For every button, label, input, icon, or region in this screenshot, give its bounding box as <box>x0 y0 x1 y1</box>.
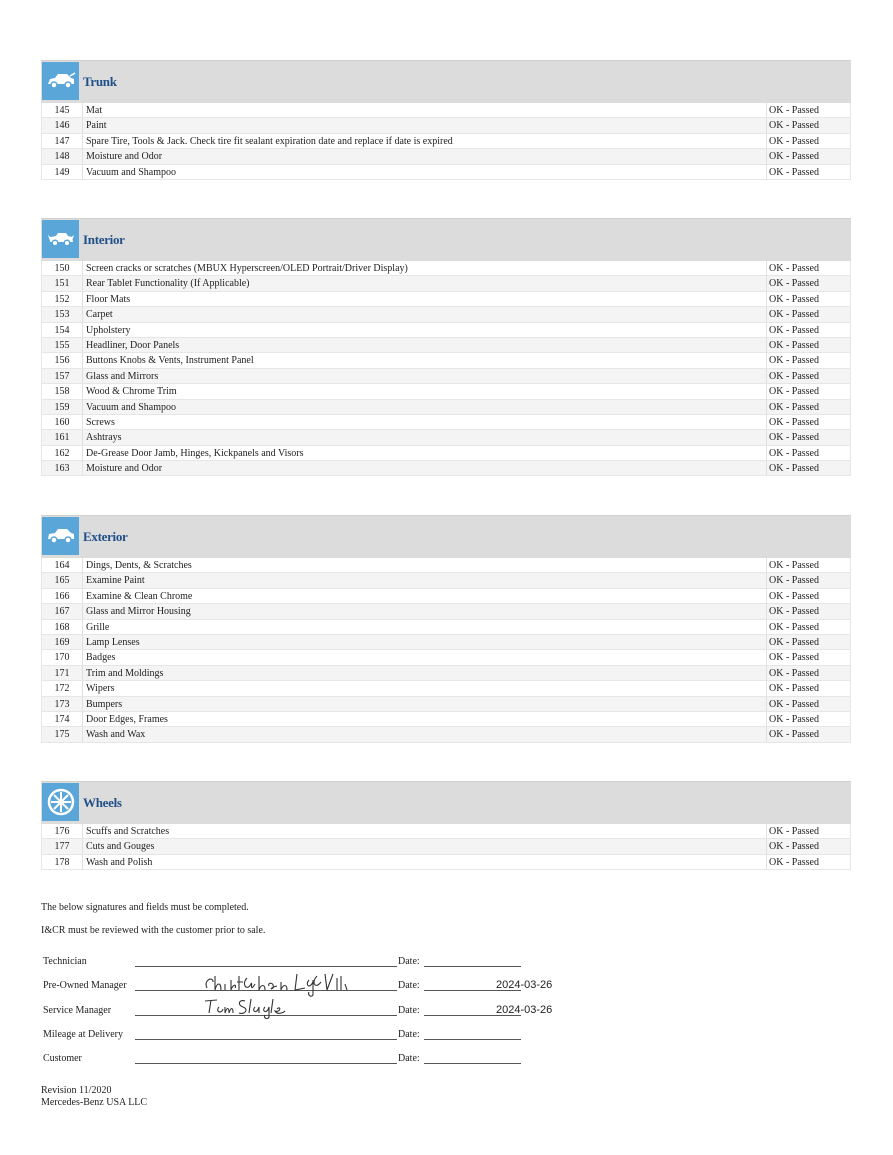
item-status: OK - Passed <box>766 118 850 132</box>
item-status: OK - Passed <box>766 681 850 695</box>
item-description: Screws <box>86 416 115 428</box>
section-header <box>41 515 851 558</box>
item-description: Screen cracks or scratches (MBUX Hyperscreen/OLED Portrait/Driver Display) <box>86 263 408 274</box>
item-description: Moisture and Odor <box>86 151 163 163</box>
item-description: Glass and Mirror Housing <box>86 606 191 618</box>
table-row <box>42 666 850 681</box>
item-number: 169 <box>42 635 83 649</box>
footer <box>41 1085 147 1109</box>
item-number: 150 <box>42 261 83 275</box>
item-status: OK - Passed <box>766 650 850 664</box>
item-status: OK - Passed <box>766 727 850 741</box>
signature-label: Service Manager <box>43 1005 112 1016</box>
item-description: Grille <box>86 621 110 633</box>
item-status: OK - Passed <box>766 369 850 383</box>
item-status: OK - Passed <box>766 824 850 838</box>
table-row <box>42 650 850 665</box>
section-title: Exterior <box>83 529 128 544</box>
table-row <box>42 558 850 573</box>
date-value: 2024-03-26 <box>496 1004 553 1016</box>
item-number: 162 <box>42 446 83 460</box>
table-row <box>42 369 850 384</box>
table-row <box>42 400 850 415</box>
item-status: OK - Passed <box>766 165 850 179</box>
item-status: OK - Passed <box>766 400 850 414</box>
table-row <box>42 727 850 742</box>
item-number: 168 <box>42 620 83 634</box>
section-exterior <box>41 515 851 743</box>
table-row <box>42 635 850 650</box>
item-number: 177 <box>42 839 83 853</box>
signature-label: Mileage at Delivery <box>43 1029 123 1040</box>
item-status: OK - Passed <box>766 149 850 163</box>
table-row <box>42 824 850 839</box>
item-status: OK - Passed <box>766 261 850 275</box>
item-description: Badges <box>86 652 116 664</box>
table-row <box>42 446 850 461</box>
note-signatures-required: The below signatures and fields must be completed. <box>41 902 249 913</box>
item-number: 151 <box>42 276 83 290</box>
table-row <box>42 103 850 118</box>
car-trunk-icon <box>42 62 79 100</box>
item-description: Spare Tire, Tools & Jack. Check tire fit sealant expiration date and replace if date is expired <box>86 135 453 147</box>
item-number: 157 <box>42 369 83 383</box>
item-number: 159 <box>42 400 83 414</box>
item-description: Door Edges, Frames <box>86 713 168 725</box>
item-description: Buttons Knobs & Vents, Instrument Panel <box>86 355 254 367</box>
section-trunk <box>41 60 851 180</box>
item-description: Wash and Wax <box>86 729 146 741</box>
item-status: OK - Passed <box>766 446 850 460</box>
item-description: Floor Mats <box>86 293 131 305</box>
revision-text: Revision 11/2020 <box>41 1085 112 1096</box>
car-doors-open-icon <box>42 220 79 258</box>
item-number: 158 <box>42 384 83 398</box>
item-status: OK - Passed <box>766 697 850 711</box>
signature-label: Customer <box>43 1053 82 1064</box>
date-label: Date: <box>398 1029 420 1040</box>
item-number: 145 <box>42 103 83 117</box>
item-status: OK - Passed <box>766 620 850 634</box>
item-number: 149 <box>42 165 83 179</box>
section-header <box>41 218 851 261</box>
item-list <box>41 824 851 870</box>
item-description: Wash and Polish <box>86 856 153 868</box>
item-number: 155 <box>42 338 83 352</box>
item-number: 146 <box>42 118 83 132</box>
item-status: OK - Passed <box>766 573 850 587</box>
table-row <box>42 855 850 870</box>
item-number: 160 <box>42 415 83 429</box>
table-row <box>42 261 850 276</box>
item-number: 154 <box>42 323 83 337</box>
item-description: Examine & Clean Chrome <box>86 590 193 602</box>
section-title: Interior <box>83 232 125 247</box>
item-status: OK - Passed <box>766 103 850 117</box>
date-label: Date: <box>398 1005 420 1016</box>
item-description: Wood & Chrome Trim <box>86 386 177 398</box>
date-value: 2024-03-26 <box>496 979 553 991</box>
item-status: OK - Passed <box>766 604 850 618</box>
item-description: Upholstery <box>86 324 131 336</box>
table-row <box>42 276 850 291</box>
item-description: Vacuum and Shampoo <box>86 166 176 178</box>
item-description: Carpet <box>86 309 113 321</box>
table-row <box>42 353 850 368</box>
company-text: Mercedes-Benz USA LLC <box>41 1097 148 1108</box>
handwritten-signature <box>203 995 303 1019</box>
section-header <box>41 781 851 824</box>
item-status: OK - Passed <box>766 134 850 148</box>
item-number: 176 <box>42 824 83 838</box>
handwritten-signature <box>201 970 361 998</box>
note-icr-review: I&CR must be reviewed with the customer prior to sale. <box>41 925 266 936</box>
item-description: Trim and Moldings <box>86 667 164 679</box>
section-header <box>41 60 851 103</box>
item-number: 174 <box>42 712 83 726</box>
wheel-icon <box>42 783 79 821</box>
item-description: Ashtrays <box>86 432 122 444</box>
section-wheels <box>41 781 851 870</box>
item-status: OK - Passed <box>766 666 850 680</box>
item-status: OK - Passed <box>766 558 850 572</box>
signature-field[interactable] <box>135 966 397 967</box>
table-row <box>42 681 850 696</box>
item-number: 161 <box>42 430 83 444</box>
table-row <box>42 149 850 164</box>
item-description: Headliner, Door Panels <box>86 339 180 351</box>
item-status: OK - Passed <box>766 712 850 726</box>
item-number: 173 <box>42 697 83 711</box>
item-list <box>41 261 851 476</box>
signature-row-service-manager <box>41 1005 601 1019</box>
signature-field[interactable] <box>135 1063 397 1064</box>
date-field[interactable] <box>424 966 521 967</box>
item-description: Paint <box>86 120 107 132</box>
item-description: Cuts and Gouges <box>86 841 155 853</box>
item-description: Glass and Mirrors <box>86 370 159 382</box>
item-number: 171 <box>42 666 83 680</box>
table-row <box>42 712 850 727</box>
item-number: 167 <box>42 604 83 618</box>
item-status: OK - Passed <box>766 635 850 649</box>
item-number: 165 <box>42 573 83 587</box>
item-list <box>41 103 851 180</box>
item-description: Bumpers <box>86 698 123 710</box>
item-status: OK - Passed <box>766 338 850 352</box>
item-status: OK - Passed <box>766 323 850 337</box>
signature-label: Technician <box>43 956 87 967</box>
item-list <box>41 558 851 743</box>
item-description: De-Grease Door Jamb, Hinges, Kickpanels and Visors <box>86 447 304 459</box>
item-number: 153 <box>42 307 83 321</box>
item-description: Mat <box>86 105 103 116</box>
item-number: 148 <box>42 149 83 163</box>
table-row <box>42 839 850 854</box>
item-number: 152 <box>42 292 83 306</box>
table-row <box>42 118 850 133</box>
signature-row-customer <box>41 1053 601 1067</box>
table-row <box>42 430 850 445</box>
item-description: Rear Tablet Functionality (If Applicable) <box>86 278 250 290</box>
signature-label: Pre-Owned Manager <box>43 980 127 991</box>
item-number: 178 <box>42 855 83 869</box>
item-description: Wipers <box>86 683 115 695</box>
item-status: OK - Passed <box>766 276 850 290</box>
item-status: OK - Passed <box>766 589 850 603</box>
signature-row-mileage-at-delivery <box>41 1029 601 1043</box>
item-status: OK - Passed <box>766 384 850 398</box>
table-row <box>42 165 850 180</box>
item-description: Scuffs and Scratches <box>86 826 170 837</box>
table-row <box>42 461 850 476</box>
item-description: Vacuum and Shampoo <box>86 401 176 413</box>
table-row <box>42 589 850 604</box>
item-status: OK - Passed <box>766 461 850 475</box>
date-field[interactable] <box>424 1039 521 1040</box>
item-description: Moisture and Odor <box>86 463 163 475</box>
signature-row-technician <box>41 956 601 970</box>
table-row <box>42 292 850 307</box>
section-title: Trunk <box>83 74 117 89</box>
item-description: Dings, Dents, & Scratches <box>86 560 192 571</box>
signature-field[interactable] <box>135 1039 397 1040</box>
table-row <box>42 134 850 149</box>
item-status: OK - Passed <box>766 430 850 444</box>
section-title: Wheels <box>83 795 122 810</box>
item-status: OK - Passed <box>766 855 850 869</box>
item-number: 147 <box>42 134 83 148</box>
item-number: 164 <box>42 558 83 572</box>
signature-row-pre-owned-manager <box>41 980 601 994</box>
item-number: 166 <box>42 589 83 603</box>
car-exterior-icon <box>42 517 79 555</box>
table-row <box>42 415 850 430</box>
item-number: 163 <box>42 461 83 475</box>
table-row <box>42 573 850 588</box>
table-row <box>42 323 850 338</box>
item-status: OK - Passed <box>766 353 850 367</box>
date-label: Date: <box>398 1053 420 1064</box>
item-status: OK - Passed <box>766 839 850 853</box>
item-description: Lamp Lenses <box>86 636 140 648</box>
table-row <box>42 307 850 322</box>
item-number: 170 <box>42 650 83 664</box>
item-number: 175 <box>42 727 83 741</box>
item-status: OK - Passed <box>766 292 850 306</box>
item-number: 156 <box>42 353 83 367</box>
table-row <box>42 697 850 712</box>
section-interior <box>41 218 851 476</box>
table-row <box>42 620 850 635</box>
date-label: Date: <box>398 956 420 967</box>
table-row <box>42 384 850 399</box>
item-status: OK - Passed <box>766 415 850 429</box>
item-description: Examine Paint <box>86 575 145 587</box>
table-row <box>42 604 850 619</box>
item-number: 172 <box>42 681 83 695</box>
date-label: Date: <box>398 980 420 991</box>
table-row <box>42 338 850 353</box>
date-field[interactable] <box>424 1063 521 1064</box>
item-status: OK - Passed <box>766 307 850 321</box>
